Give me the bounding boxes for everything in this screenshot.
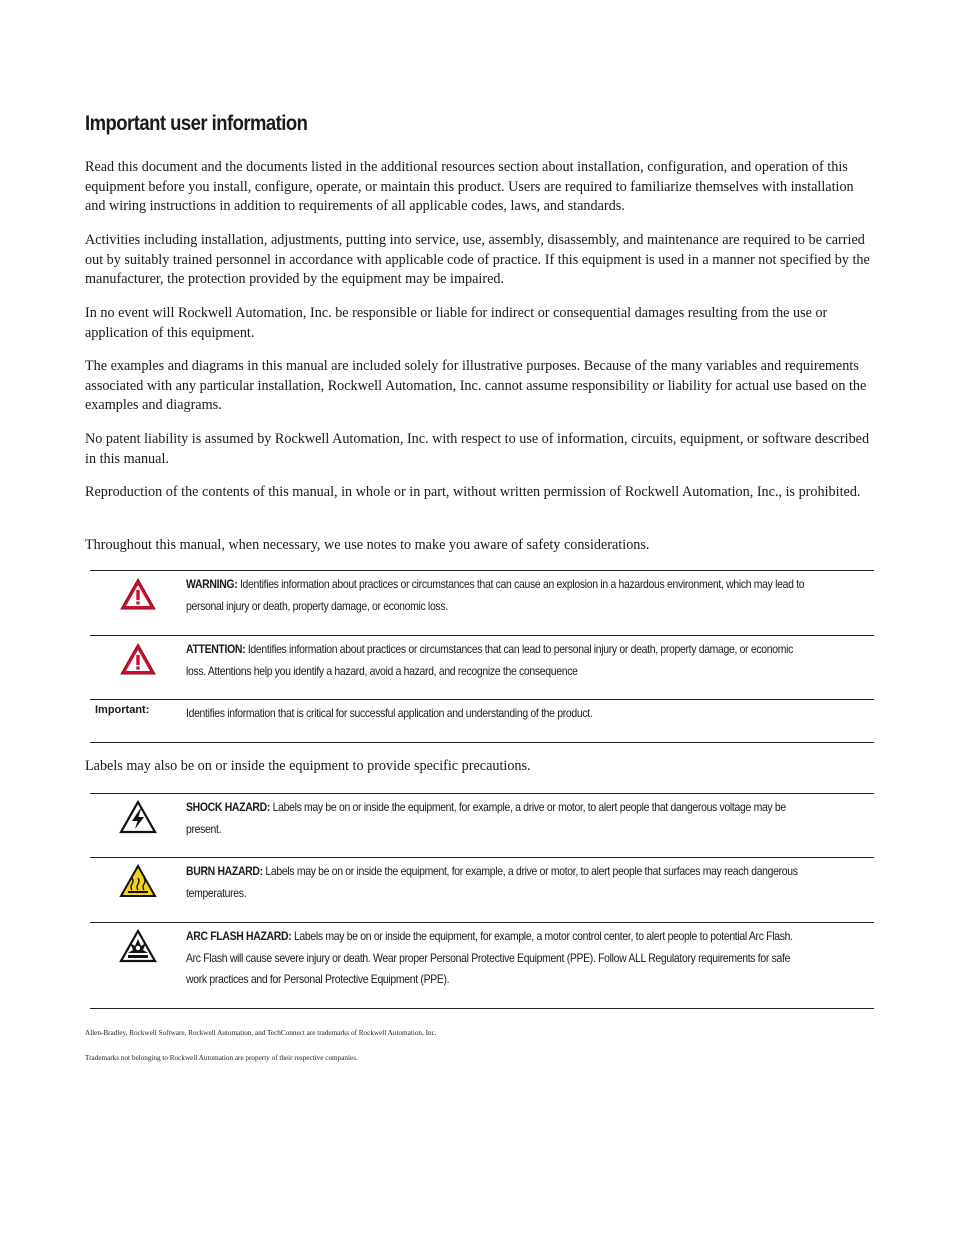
trademark-notice: Allen-Bradley, Rockwell Software, Rockwell Automation, and TechConnect are trademarks of Rockwell Automation, Inc.: [85, 1029, 437, 1037]
shock-hazard-icon: [119, 800, 157, 834]
notice-text: Identifies information about practices or circumstances that can cause an explosion in a hazardous environment, which may lead to personal injury or death, property damage, or economic loss.: [186, 578, 805, 613]
hazard-text: Labels may be on or inside the equipment, for example, a drive or motor, to alert people that surfaces may reach dangerous temperatures.: [186, 865, 798, 900]
paragraph-patent: No patent liability is assumed by Rockwell Automation, Inc. with respect to use of information, circuits, equipment, or software described in this manual.: [85, 431, 870, 467]
attention-triangle-icon: [119, 642, 157, 676]
hazard-text: Labels may be on or inside the equipment, for example, a motor control center, to alert people to potential Arc Flash. Arc Flash will cause severe injury or death. Wear proper Personal Protective Equipment (PPE). Follow ALL Regulatory requirements for safe work practices and for Personal Protective Equipment (PPE).: [186, 930, 793, 986]
hazard-label: BURN HAZARD:: [186, 865, 263, 878]
warning-triangle-icon: [119, 577, 157, 611]
paragraph-intro: Read this document and the documents listed in the additional resources section about installation, configuration, and operation of this equipment before you install, configure, operate, or maintain this product. Users are required to familiarize themselves with installation and wiring instructions in addition to requirements of all applicable codes, laws, and standards.: [85, 159, 854, 214]
hazard-burn: [90, 858, 874, 923]
notice-attention: [90, 636, 874, 700]
notice-label: Important:: [95, 704, 150, 716]
hazard-shock: [90, 794, 874, 858]
labels-intro: Labels may also be on or inside the equipment to provide specific precautions.: [85, 758, 531, 774]
hazard-label: ARC FLASH HAZARD:: [186, 930, 292, 943]
safety-notices-table: [90, 570, 874, 743]
notice-label: WARNING:: [186, 578, 238, 591]
hazard-text: Labels may be on or inside the equipment, for example, a drive or motor, to alert people that dangerous voltage may be present.: [186, 801, 786, 836]
paragraph-notes: Throughout this manual, when necessary, we use notes to make you aware of safety considerations.: [85, 537, 650, 553]
burn-hazard-icon: [119, 864, 157, 898]
paragraph-personnel: Activities including installation, adjustments, putting into service, use, assembly, disassembly, and maintenance are required to be carried out by suitably trained personnel in accordance with applicable code of practice. If this equipment is used in a manner not specified by the manufacturer, the protection provided by the equipment may be impaired.: [85, 232, 870, 287]
paragraph-reproduction: Reproduction of the contents of this manual, in whole or in part, without written permission of Rockwell Automation, Inc., is prohibited.: [85, 484, 861, 500]
hazard-label: SHOCK HAZARD:: [186, 801, 271, 814]
hazard-arc-flash: [90, 923, 874, 1009]
notice-text: Identifies information that is critical for successful application and understanding of the product.: [186, 707, 593, 720]
notice-warning: [90, 571, 874, 636]
page-title: Important user information: [85, 112, 308, 135]
hazard-labels-table: [90, 793, 874, 1009]
notice-label: ATTENTION:: [186, 643, 246, 656]
trademark-other: Trademarks not belonging to Rockwell Automation are property of their respective companies.: [85, 1054, 358, 1062]
notice-text: Identifies information about practices or circumstances that can lead to personal injury or death, property damage, or economic loss. Attentions help you identify a hazard, avoid a hazard, and recognize the consequence: [186, 643, 794, 678]
paragraph-examples: The examples and diagrams in this manual are included solely for illustrative purposes. Because of the many variables and requirements associated with any particular installation, Rockwell Automation, Inc. cannot assume responsibility or liability for actual use based on the examples and diagrams.: [85, 358, 867, 413]
paragraph-liability: In no event will Rockwell Automation, Inc. be responsible or liable for indirect or consequential damages resulting from the use or application of this equipment.: [85, 305, 828, 341]
arc-flash-hazard-icon: [119, 929, 157, 963]
notice-important: [90, 700, 874, 743]
